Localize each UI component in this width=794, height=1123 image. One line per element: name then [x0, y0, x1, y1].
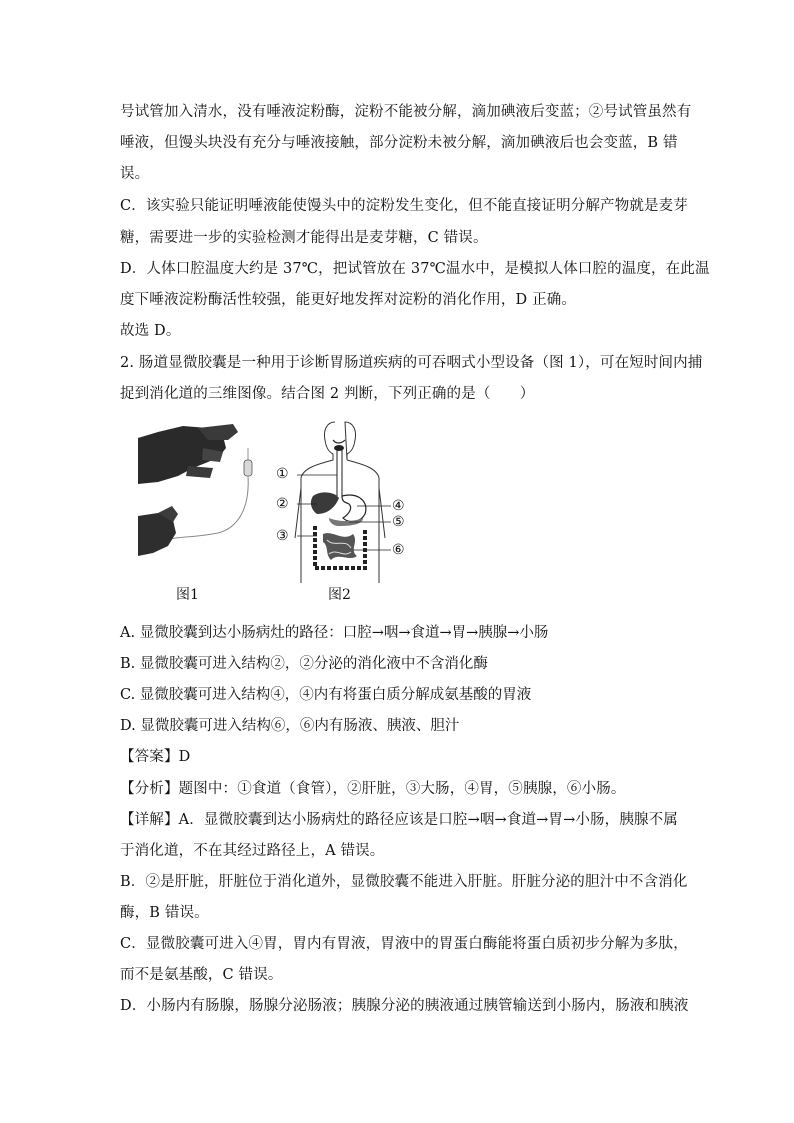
- explanation-line: 【详解】A．显微胶囊到达小肠病灶的路径应该是口腔→咽→食道→胃→小肠，胰腺不属: [120, 812, 678, 828]
- option-c: C. 显微胶囊可进入结构④，④内有将蛋白质分解成氨基酸的胃液: [120, 687, 532, 703]
- question-line: 捉到消化道的三维图像。结合图 2 判断，下列正确的是（ ）: [120, 386, 535, 402]
- analysis-line: 【分析】题图中：①食道（食管），②肝脏，③大肠，④胃，⑤胰腺，⑥小肠。: [120, 781, 626, 797]
- figure-2-caption: 图2: [328, 587, 351, 603]
- explanation-line: 酶，B 错误。: [120, 905, 209, 921]
- text-line: C．该实验只能证明唾液能使馒头中的淀粉发生变化，但不能直接证明分解产物就是麦芽: [120, 198, 688, 214]
- explanation-line: 而不是氨基酸，C 错误。: [120, 967, 283, 983]
- explanation-line: B．②是肝脏，肝脏位于消化道外，显微胶囊不能进入肝脏。肝脏分泌的胆汁中不含消化: [120, 874, 688, 890]
- explanation-line: D．小肠内有肠腺，肠腺分泌肠液；胰腺分泌的胰液通过胰管输送到小肠内，肠液和胰液: [120, 998, 689, 1014]
- explanation-line: 于消化道，不在其经过路径上，A 错误。: [120, 843, 385, 859]
- text-line: D．人体口腔温度大约是 37℃，把试管放在 37℃温水中，是模拟人体口腔的温度，在此温: [120, 261, 710, 277]
- text-line: 唾液，但馒头块没有充分与唾液接触，部分淀粉未被分解，滴加碘液后也会变蓝，B 错: [120, 135, 678, 151]
- figure-2-digestive-system: [273, 418, 408, 583]
- figure-area: [138, 418, 408, 603]
- text-line: 误。: [120, 166, 150, 182]
- text-line: 度下唾液淀粉酶活性较强，能更好地发挥对淀粉的消化作用，D 正确。: [120, 292, 577, 308]
- text-line: 糖，需要进一步的实验检测才能得出是麦芽糖，C 错误。: [120, 230, 488, 246]
- marker-1: ①: [276, 466, 289, 482]
- question-line: 2. 肠道显微胶囊是一种用于诊断胃肠道疾病的可吞咽式小型设备（图 1），可在短时间内捕: [120, 355, 703, 371]
- marker-5: ⑤: [392, 514, 405, 530]
- marker-4: ④: [392, 498, 405, 514]
- option-d: D. 显微胶囊可进入结构⑥，⑥内有肠液、胰液、胆汁: [120, 718, 460, 734]
- marker-6: ⑥: [392, 542, 405, 558]
- figure-1-capsule-photo: [138, 418, 273, 568]
- marker-3: ③: [276, 528, 289, 544]
- option-a: A. 显微胶囊到达小肠病灶的路径：口腔→咽→食道→胃→胰腺→小肠: [120, 625, 549, 641]
- marker-2: ②: [276, 496, 289, 512]
- figure-1-caption: 图1: [176, 587, 199, 603]
- text-line: 号试管加入清水，没有唾液淀粉酶，淀粉不能被分解，滴加碘液后变蓝；②号试管虽然有: [120, 104, 692, 120]
- explanation-line: C．显微胶囊可进入④胃，胃内有胃液，胃液中的胃蛋白酶能将蛋白质初步分解为多肽，: [120, 936, 688, 952]
- text-line: 故选 D。: [120, 323, 181, 339]
- option-b: B. 显微胶囊可进入结构②，②分泌的消化液中不含消化酶: [120, 656, 488, 672]
- answer-line: 【答案】D: [120, 749, 191, 765]
